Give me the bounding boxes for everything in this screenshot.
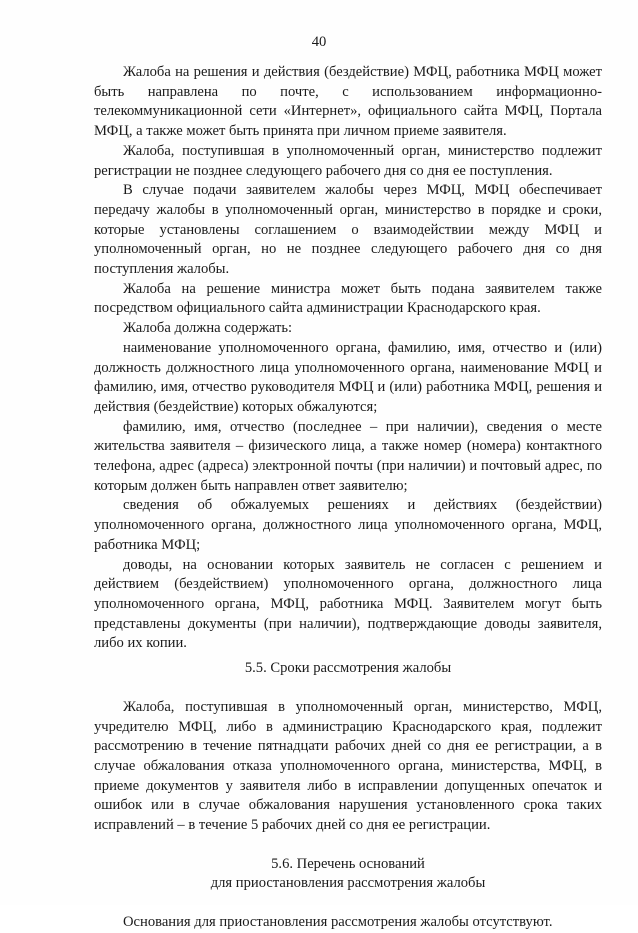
paragraph-registration: Жалоба, поступившая в уполномоченный орган, министерство подлежит регистрации не позднее следующего рабочего дня со дня ее поступления. — [94, 142, 602, 179]
content-item-appealed-decisions: сведения об обжалуемых решениях и действиях (бездействии) уполномоченного органа, должностного лица уполномоченного органа, МФЦ, работника МФЦ; — [94, 497, 602, 553]
content-item-organ-name: наименование уполномоченного органа, фамилию, имя, отчество и (или) должность должностного лица уполномоченного органа, наименование МФЦ и фамилию, имя, отчество руководителя МФЦ и (или) работника МФЦ, решения и действия (бездействие) которых обжалуются; — [94, 339, 602, 415]
spacer — [94, 894, 602, 913]
page-number: 40 — [311, 34, 327, 50]
document-body — [94, 63, 602, 933]
section-5-5-text: Жалоба, поступившая в уполномоченный орган, министерство, МФЦ, учредителю МФЦ, либо в администрацию Краснодарского края, подлежит рассмотрению в течение пятнадцати рабочих дней со дня ее регистрации, а в случае обжалования отказа уполномоченного органа, министерства, МФЦ, в приеме документов у заявителя либо в исправлении допущенных опечаток и ошибок или в случае обжалования нарушения установленного срока таких исправлений – в течение 5 рабочих дней со дня ее регистрации. — [94, 698, 602, 834]
section-5-6-heading-line1: 5.6. Перечень оснований — [271, 855, 425, 872]
section-5-6-heading-line2: для приостановления рассмотрения жалобы — [210, 875, 486, 892]
paragraph-complaint-methods: Жалоба на решения и действия (бездействие) МФЦ, работника МФЦ может быть направлена по почте, с использованием информационно-телекоммуникационной сети «Интернет», официального сайта МФЦ, Портала МФЦ, а также может быть принята при личном приеме заявителя. — [94, 64, 602, 140]
spacer — [94, 836, 602, 855]
paragraph-minister-complaint: Жалоба на решение министра может быть подана заявителем также посредством официального сайта администрации Краснодарского края. — [94, 280, 602, 317]
section-5-5-heading: 5.5. Сроки рассмотрения жалобы — [244, 660, 452, 677]
content-item-applicant-details: фамилию, имя, отчество (последнее – при наличии), сведения о месте жительства заявителя – физического лица, а также номер (номера) контактного телефона, адрес (адреса) электронной почты (при наличии) и почтовый адрес, по которым должен быть направлен ответ заявителю; — [94, 418, 602, 494]
section-5-6-text: Основания для приостановления рассмотрения жалобы отсутствуют. — [123, 914, 553, 931]
paragraph-mfc-forwarding: В случае подачи заявителем жалобы через МФЦ, МФЦ обеспечивает передачу жалобы в уполномоченный орган, министерство в порядке и сроки, которые установлены соглашением о взаимодействии между МФЦ и уполномоченный орган, но не позднее следующего рабочего дня со дня поступления жалобы. — [94, 182, 602, 278]
content-item-arguments: доводы, на основании которых заявитель не согласен с решением и действием (бездействием) уполномоченного органа, должностного лица уполномоченного органа, МФЦ, работника МФЦ. Заявителем могут быть представлены документы (при наличии), подтверждающие доводы заявителя, либо их копии. — [94, 556, 602, 652]
paragraph-complaint-contents-intro: Жалоба должна содержать: — [123, 320, 293, 337]
spacer — [94, 679, 602, 698]
